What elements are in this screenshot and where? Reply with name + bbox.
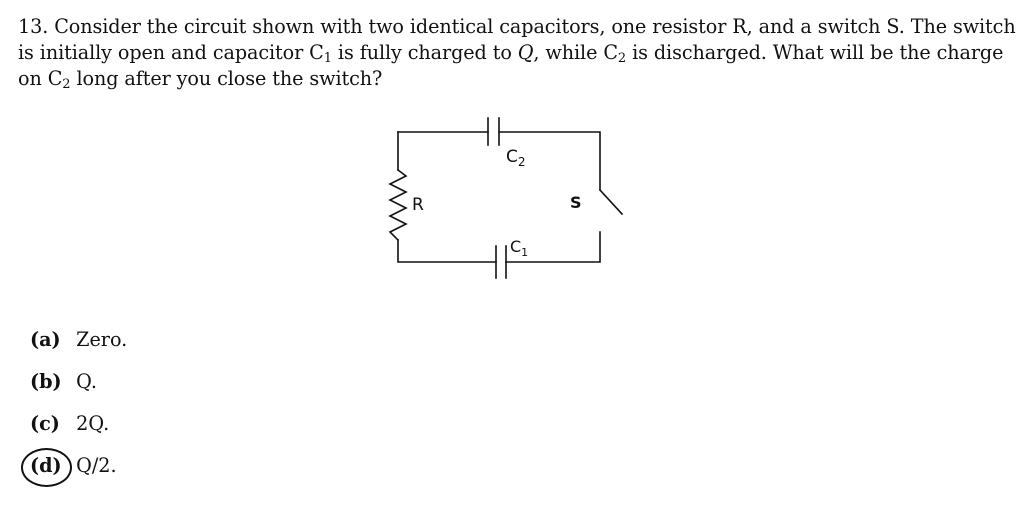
answer-options: [30, 326, 127, 494]
option-c-key: (c): [30, 412, 60, 435]
option-d-key-circled: (d): [30, 452, 70, 480]
option-b-key: (b): [30, 370, 62, 393]
q2-after-q: , while C: [533, 41, 618, 64]
question-line-2: [18, 40, 1008, 66]
circuit-diagram: [380, 112, 640, 282]
switch-blade: [600, 190, 622, 214]
option-a[interactable]: [30, 326, 127, 368]
q2-sub2: 2: [617, 51, 627, 66]
label-r: R: [412, 195, 424, 215]
option-d-text: Q/2.: [76, 454, 117, 477]
label-s: S: [570, 193, 582, 212]
q2-prefix: is initially open and capacitor C: [18, 41, 324, 64]
option-a-text: Zero.: [76, 328, 128, 351]
label-c2: $C_2$: [506, 147, 526, 169]
option-b-text: Q.: [76, 370, 97, 393]
resistor-r-zigzag: [390, 170, 406, 240]
q3-sub: 2: [62, 77, 71, 92]
q2-middle: is fully charged to: [331, 41, 518, 64]
q3-suffix: long after you close the switch?: [70, 67, 383, 90]
question-line-1: 13. Consider the circuit shown with two identical capacitors, one resistor R, and a switch S. The switch: [18, 15, 1016, 38]
question-text: [18, 14, 1016, 92]
option-c-text: 2Q.: [76, 412, 110, 435]
question-line-3: [18, 66, 1008, 92]
option-c[interactable]: [30, 410, 127, 452]
option-d[interactable]: [30, 452, 127, 494]
label-c1: $C_1$: [510, 237, 529, 259]
q3-prefix: on C: [18, 67, 63, 90]
q2-charge-symbol: Q: [517, 41, 534, 64]
wire-bottom-left: [398, 240, 496, 262]
q2-sub1: 1: [323, 51, 332, 66]
option-b[interactable]: [30, 368, 127, 410]
option-a-key: (a): [30, 328, 61, 351]
q2-suffix: is discharged. What will be the charge: [626, 41, 1004, 64]
